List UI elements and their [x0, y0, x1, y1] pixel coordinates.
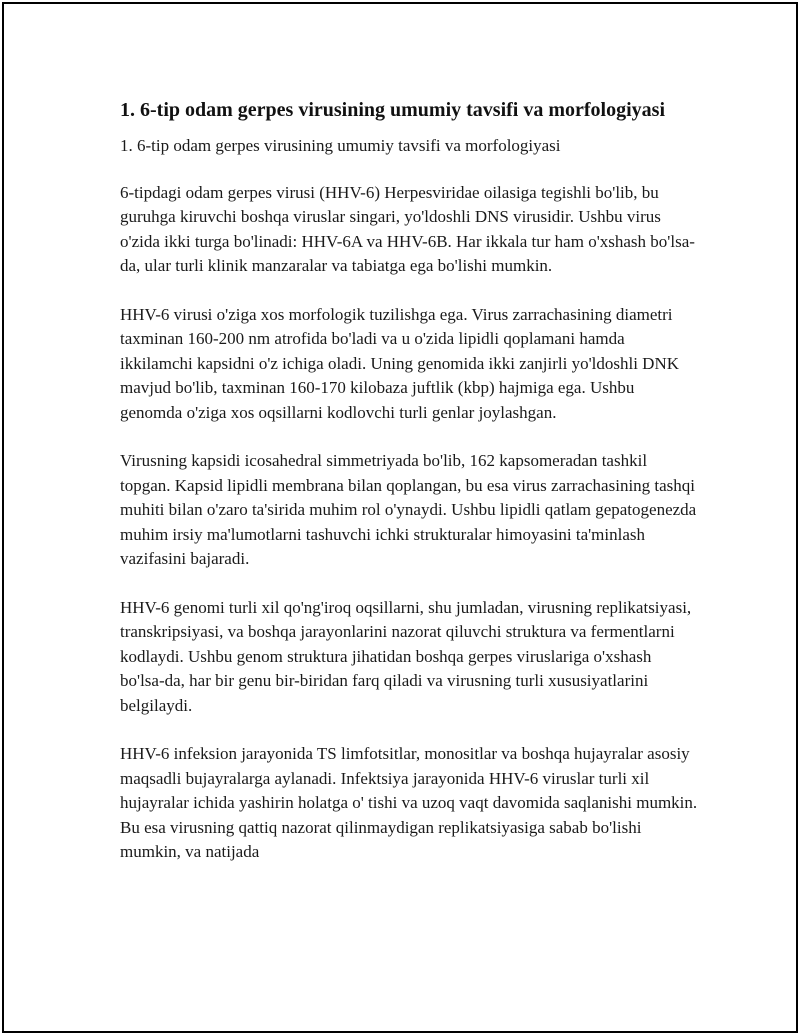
section-title-paragraph: 1. 6-tip odam gerpes virusining umumiy tavsifi va morfologiyasi — [120, 136, 561, 155]
document-page — [2, 2, 798, 1033]
paragraph-capsid: Virusning kapsidi icosahedral simmetriyada bo'lib, 162 kapsomeradan tashkil topgan. Kapsid lipidli membrana bilan qoplangan, bu esa virus zarrachasining tashqi muhiti bilan o'zaro ta'sirida muhim rol o'ynaydi. Ushbu lipidli qatlam gepatogenezda muhim irsiy ma'lumotlarni tashuvchi ichki strukturalar himoyasini ta'minlash vazifasini bajaradi. — [120, 451, 697, 568]
document-heading: 1. 6-tip odam gerpes virusining umumiy tavsifi va morfologiyasi — [120, 99, 666, 121]
paragraph-genome: HHV-6 genomi turli xil qo'ng'iroq oqsillarni, shu jumladan, virusning replikatsiyasi, transkripsiyasi, va boshqa jarayonlarini nazorat qiluvchi struktura va fermentlarni kodlaydi. Ushbu genom struktura jihatidan boshqa gerpes viruslariga o'xshash bo'lsa-da, har bir genu bir-biridan farq qiladi va virusning turli xususiyatlarini belgilaydi. — [120, 597, 692, 715]
paragraph-intro: 6-tipdagi odam gerpes virusi (HHV-6) Herpesviridae oilasiga tegishli bo'lib, bu guruhga kiruvchi boshqa viruslar singari, yo'ldoshli DNS virusidir. Ushbu virus o'zida ikki turga bo'linadi: HHV-6A va HHV-6B. Har ikkala tur ham o'xshash bo'lsa-da, ular turli klinik manzaralar va tabiatga ega bo'lishi mumkin. — [120, 182, 695, 275]
document-body — [120, 96, 700, 889]
paragraph-infection: HHV-6 infeksion jarayonida TS limfotsitlar, monositlar va boshqa hujayralar asosiy maqsadli bujayralarga aylanadi. Infektsiya jarayonida HHV-6 viruslar turli xil hujayralar ichida yashirin holatga o' tishi va uzoq vaqt davomida saqlanishi mumkin. Bu esa virusning qattiq nazorat qilinmaydigan replikatsiyasiga sabab bo'lishi mumkin, va natijada — [120, 744, 698, 861]
paragraph-morphology: HHV-6 virusi o'ziga xos morfologik tuzilishga ega. Virus zarrachasining diametri taxminan 160-200 nm atrofida bo'ladi va u o'zida lipidli qoplamani hamda ikkilamchi kapsidni o'z ichiga oladi. Uning genomida ikki zanjirli yo'ldoshli DNK mavjud bo'lib, taxminan 160-170 kilobaza juftlik (kbp) hajmiga ega. Ushbu genomda o'ziga xos oqsillarni kodlovchi turli genlar joylashgan. — [120, 304, 680, 422]
